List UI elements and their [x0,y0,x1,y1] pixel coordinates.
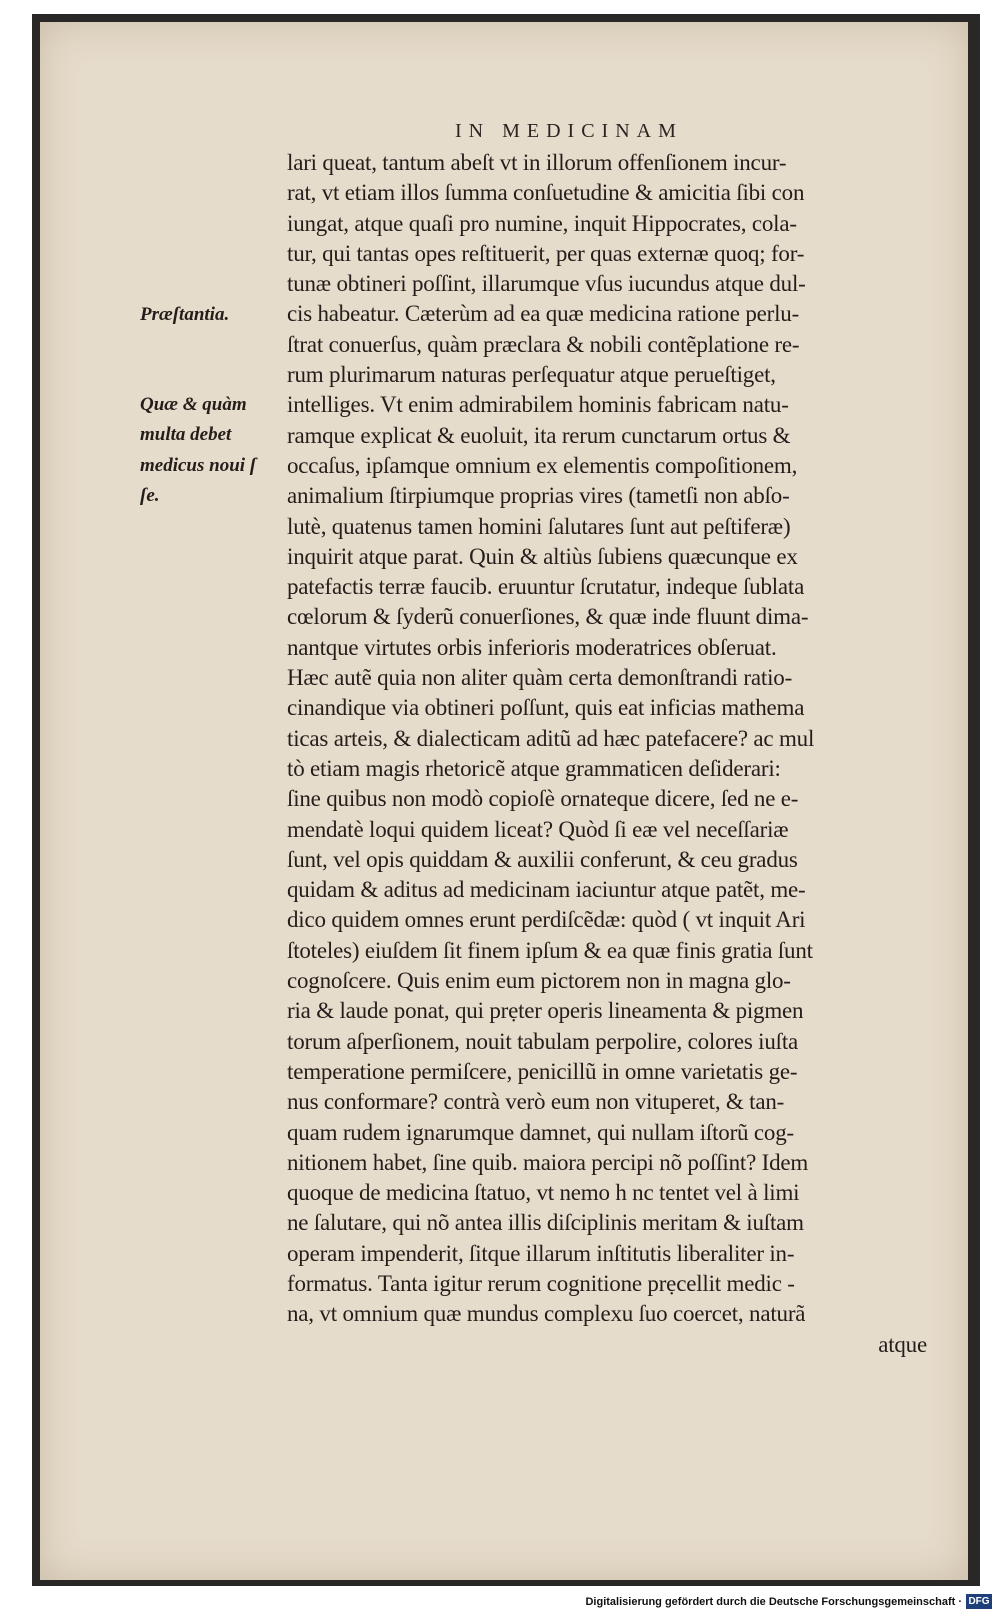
text-line: iungat, atque quaſi pro numine, inquit Hippocrates, cola- [287,210,797,236]
text-line: ſunt, vel opis quiddam & auxilii conferunt, & ceu gradus [287,846,798,872]
text-line: animalium ſtirpiumque proprias vires (tametſi non abſo- [287,483,790,509]
catchword: atque [878,1331,927,1357]
text-line: ſine quibus non modò copioſè ornateque dicere, ſed ne e- [287,786,799,812]
text-line: ticas arteis, & dialecticam aditũ ad hæc patefacere? ac mul [287,725,815,751]
text-line: ſtrat conuerſus, quàm præclara & nobili contẽplatione re- [287,331,800,357]
body-text [287,148,927,1360]
text-line: nantque virtutes orbis inferioris moderatrices obſeruat. [287,634,777,660]
footer-credit: Digitalisierung gefördert durch die Deutsche Forschungsgemeinschaft · [585,1596,962,1608]
text-line: intelliges. Vt enim admirabilem hominis fabricam natu- [287,392,789,418]
text-line: tunæ obtineri poſſint, illarumque vſus iucundus atque dul- [287,271,806,297]
text-line: mendatè loqui quidem liceat? Quòd ſi eæ vel neceſſariæ [287,816,789,842]
text-line: inquirit atque parat. Quin & altiùs ſubiens quæcunque ex [287,543,798,569]
text-line: ne ſalutare, qui nõ antea illis diſciplinis meritam & iuſtam [287,1210,804,1236]
text-line: quam rudem ignarumque damnet, qui nullam iſtorũ cog- [287,1119,794,1145]
text-line: quidam & aditus ad medicinam iaciuntur atque patẽt, me- [287,877,806,903]
marginal-note-line: medicus noui ſ [140,454,257,476]
text-line: nus conformare? contrà verò eum non vituperet, & tan- [287,1089,785,1115]
text-line: occaſus, ipſamque omnium ex elementis compoſitionem, [287,452,798,478]
text-line: tò etiam magis rhetoricẽ atque grammaticen deſiderari: [287,755,781,781]
text-line: tur, qui tantas opes reſtituerit, per quas externæ quoq; for- [287,240,805,266]
text-line: torum aſperſionem, nouit tabulam perpolire, colores iuſta [287,1028,799,1054]
text-line: cis habeatur. Cæterùm ad ea quæ medicina ratione perlu- [287,301,800,327]
text-line: cinandique via obtineri poſſunt, quis eat inficias mathema [287,695,805,721]
marginal-note-praestantia: Præſtantia. [140,304,230,325]
text-line: lutè, quatenus tamen homini ſalutares ſunt aut peſtiferæ) [287,513,791,539]
text-line: ria & laude ponat, qui prẹter operis lineamenta & pigmen [287,998,804,1024]
text-line: rum plurimarum naturas perſequatur atque perueſtiget, [287,362,776,388]
text-line: ſtoteles) eiuſdem ſit finem ipſum & ea quæ finis gratia ſunt [287,937,813,963]
text-line: cœlorum & ſyderũ conuerſiones, & quæ inde fluunt dima- [287,604,809,630]
text-line: ramque explicat & euoluit, ita rerum cunctarum ortus & [287,422,791,448]
marginal-note-line: ſe. [140,484,160,506]
text-line: patefactis terræ faucib. eruuntur ſcrutatur, indeque ſublata [287,574,805,600]
text-line: cognoſcere. Quis enim eum pictorem non in magna glo- [287,968,791,994]
marginal-note-line: multa debet [140,424,232,446]
marginal-note-line: Quæ & quàm [140,394,247,415]
text-line: formatus. Tanta igitur rerum cognitione prẹcellit medic - [287,1270,795,1296]
text-line: Hæc autẽ quia non aliter quàm certa demonſtrandi ratio- [287,665,793,691]
text-line: lari queat, tantum abeſt vt in illorum offenſionem incur- [287,150,787,175]
text-line: operam impenderit, ſitque illarum inſtitutis liberaliter in- [287,1240,795,1266]
text-line: nitionem habet, ſine quib. maiora percipi nõ poſſint? Idem [287,1149,809,1175]
running-head: IN MEDICINAM [455,120,683,142]
text-line: rat, vt etiam illos ſumma conſuetudine & amicitia ſibi con [287,180,805,206]
text-line: na, vt omnium quæ mundus complexu ſuo coercet, naturã [287,1301,806,1327]
text-line: dico quidem omnes erunt perdiſcẽdæ: quòd ( vt inquit Ari [287,907,806,933]
dfg-logo-icon: DFG [966,1594,992,1609]
text-line: quoque de medicina ſtatuo, vt nemo h nc tentet vel à limi [287,1180,800,1206]
marginal-note-quae-quam-multa [140,390,256,511]
text-line: temperatione permiſcere, penicillũ in omne varietatis ge- [287,1058,798,1084]
